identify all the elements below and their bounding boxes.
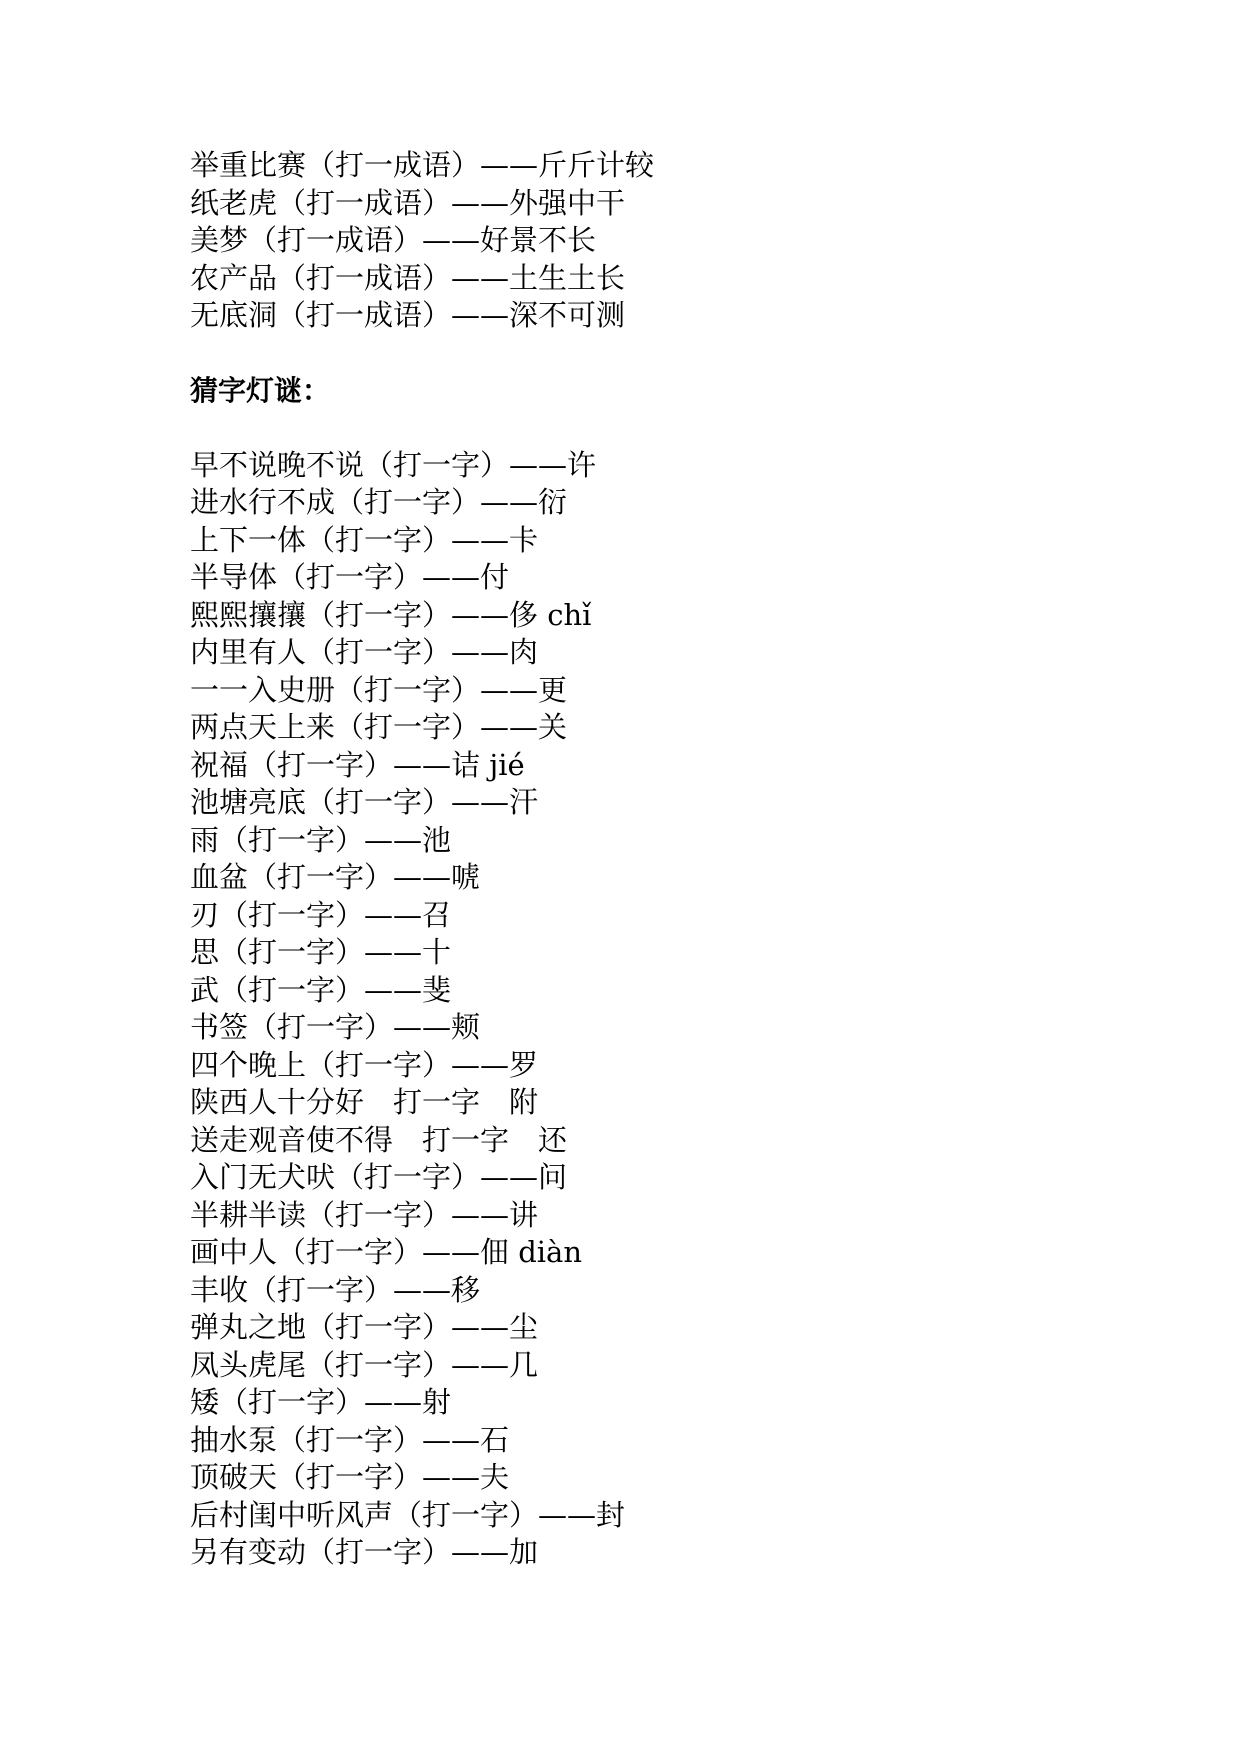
character-riddle-line: 思（打一字）——十 [190, 935, 452, 969]
section-spacer [190, 335, 1190, 372]
document-page [190, 147, 1190, 1572]
idiom-riddle-line: 农产品（打一成语）——土生土长 [190, 260, 626, 295]
idiom-riddle-line: 美梦（打一成语）——好景不长 [190, 223, 597, 257]
character-riddle-line: 弹丸之地（打一字）——尘 [190, 1310, 539, 1344]
character-riddle-line: 刃（打一字）——召 [190, 897, 452, 932]
character-riddle-line: 武（打一字）——斐 [190, 972, 452, 1007]
character-riddle-line: 入门无犬吠（打一字）——问 [190, 1160, 568, 1194]
character-riddle-line: 矮（打一字）——射 [190, 1385, 452, 1419]
character-riddle-line: 画中人（打一字）——佃 diàn [190, 1235, 583, 1269]
idiom-riddle-line: 无底洞（打一成语）——深不可测 [190, 298, 626, 332]
character-riddle-line: 血盆（打一字）——唬 [190, 860, 481, 894]
character-riddle-line: 后村闺中听风声（打一字）——封 [190, 1497, 626, 1532]
character-riddle-line: 另有变动（打一字）——加 [190, 1535, 539, 1569]
character-riddle-line: 一一入史册（打一字）——更 [190, 672, 568, 707]
character-riddle-line: 半耕半读（打一字）——讲 [190, 1197, 539, 1232]
character-riddle-line: 内里有人（打一字）——肉 [190, 635, 539, 669]
character-riddle-line: 丰收（打一字）——移 [190, 1272, 481, 1307]
idiom-riddle-list [190, 147, 1190, 335]
idiom-riddle-line: 举重比赛（打一成语）——斤斤计较 [190, 148, 655, 182]
character-riddle-list [190, 447, 1190, 1572]
section-spacer [190, 409, 1190, 447]
character-riddle-line: 熙熙攘攘（打一字）——侈 chǐ [190, 597, 592, 632]
character-riddle-line: 送走观音使不得 打一字 还 [190, 1122, 568, 1157]
character-riddle-line: 顶破天（打一字）——夫 [190, 1460, 510, 1494]
idiom-riddle-line: 纸老虎（打一成语）——外强中干 [190, 185, 626, 220]
character-riddle-line: 进水行不成（打一字）——衍 [190, 485, 568, 519]
character-riddle-line: 抽水泵（打一字）——石 [190, 1422, 510, 1457]
character-riddle-line: 祝福（打一字）——诘 jié [190, 747, 525, 782]
character-riddle-line: 上下一体（打一字）——卡 [190, 522, 539, 557]
character-riddle-line: 凤头虎尾（打一字）——几 [190, 1347, 539, 1382]
character-riddle-line: 半导体（打一字）——付 [190, 560, 510, 594]
character-riddle-line: 早不说晚不说（打一字）——许 [190, 447, 597, 482]
character-riddle-line: 池塘亮底（打一字）——汗 [190, 785, 539, 819]
character-riddle-line: 雨（打一字）——池 [190, 822, 452, 857]
character-riddle-line: 陕西人十分好 打一字 附 [190, 1085, 539, 1119]
section-heading: 猜字灯谜： [190, 373, 331, 407]
character-riddle-line: 两点天上来（打一字）——关 [190, 710, 568, 744]
character-riddle-line: 书签（打一字）——颊 [190, 1010, 481, 1044]
character-riddle-line: 四个晚上（打一字）——罗 [190, 1047, 539, 1082]
